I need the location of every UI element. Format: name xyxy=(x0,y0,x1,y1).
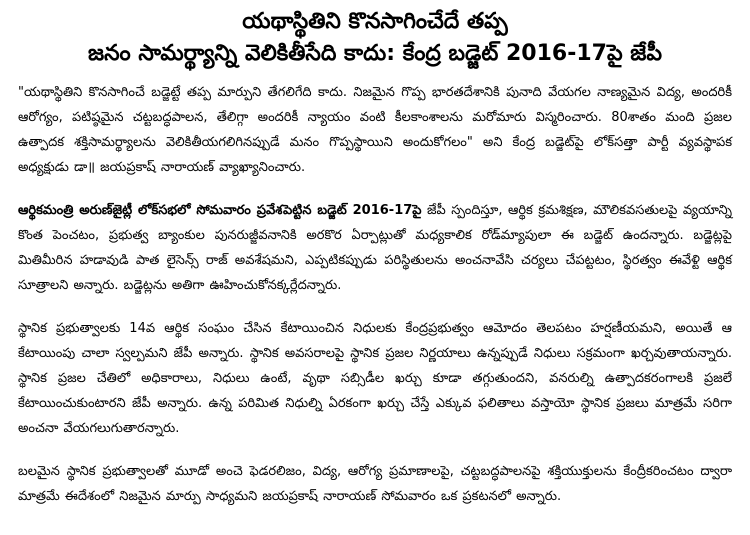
paragraph-3-text: స్థానిక ప్రభుత్వాలకు 14వ ఆర్థిక సంఘం చేసిన కేటాయించిన నిధులకు కేంద్రప్రభుత్వం ఆమోదం తెలపటం హర్షణీయమని, అయితే ఆ కేటాయింపు చాలా స్వల్పమని జేపీ అన్నారు. స్థానిక అవసరాలపై స్థానిక ప్రజల నిర్ణయాలు ఉన్నప్పుడే నిధులు సక్రమంగా ఖర్చవుతాయన్నారు. స్థానిక ప్రజల చేతిలో అధికారాలు, నిధులు ఉంటే, వృథా సబ్సిడీల ఖర్చు కూడా తగ్గుతుందని, వనరుల్ని ఉత్పాదకరంగాలకి ప్రజలే కేటాయించుకుంటారని జేపీ అన్నారు. ఉన్న పరిమిత నిధుల్ని ఏరకంగా ఖర్చు చేస్తే ఎక్కువ ఫలితాలు వస్తాయో స్థానిక ప్రజలు మాత్రమే సరిగా అంచనా వేయగలుగుతారన్నారు. xyxy=(18,321,732,436)
paragraph-2-text: జేపీ స్పందిస్తూ, ఆర్థిక క్రమశిక్షణ, మౌలికవసతులపై వ్యయాన్ని కొంత పెంచటం, ప్రభుత్వ బ్యాంకుల పునరుజ్జీవనానికి అరకొర ఏర్పాట్లుతో మధ్యకాలిక రోడ్‌మ్యాపులా ఈ బడ్జెట్ ఉందన్నారు. బడ్జెట్లపై మితిమీరిన హడావుడి పాత లైసెన్స్ రాజ్ అవశేషమని, ఎప్పటికప్పుడు పరిస్థితులను అంచనావేసి చర్యలు చేపట్టటం, స్థిరత్వం ఈవేళ్టి ఆర్థిక సూత్రాలని అన్నారు. బడ్జెట్లను అతిగా ఊహించుకోనక్కర్లేదన్నారు. xyxy=(18,203,732,293)
paragraph-4-text: బలమైన స్థానిక ప్రభుత్వాలతో మూడో అంచె ఫెడరలిజం, విద్య, ఆరోగ్య ప్రమాణాలపై, చట్టబద్ధపాలనపై శక్తియుక్తులను కేంద్రీకరించటం ద్వారా మాత్రమే ఈదేశంలో నిజమైన మార్పు సాధ్యమని జయప్రకాష్ నారాయణ్ సోమవారం ఒక ప్రకటనలో అన్నారు. xyxy=(18,464,732,504)
paragraph-4 xyxy=(18,459,732,509)
paragraph-1 xyxy=(18,80,732,180)
paragraph-2 xyxy=(18,198,732,298)
paragraph-1-text: "యథాస్థితిని కొనసాగించే బడ్జెట్టే తప్ప మార్పుని తేగలిగేది కాదు. నిజమైన గొప్ప భారతదేశానికి పునాది వేయగల నాణ్యమైన విద్య, అందరికీ ఆరోగ్యం, పటిష్ఠమైన చట్టబద్ధపాలన, తేలిగ్గా అందరికీ న్యాయం వంటి కీలకాంశాలను మరోమారు విస్మరించారు. 80శాతం మంది ప్రజల ఉత్పాదక శక్తిసామర్థ్యాలను వెలికితీయగలిగినప్పుడే మనం గొప్పస్థాయిని అందుకోగలం" అని కేంద్ర బడ్జెట్‌పై లోక్‌సత్తా పార్టీ వ్యవస్థాపక అధ్యక్షుడు డా॥ జయప్రకాష్ నారాయణ్ వ్యాఖ్యానించారు. xyxy=(18,85,732,175)
paragraph-3 xyxy=(18,316,732,441)
headline-line-2: జనం సామర్థ్యాన్ని వెలికితీసేది కాదు: కేంద్ర బడ్జెట్ 2016-17పై జేపీ xyxy=(88,41,662,66)
paragraph-2-lead: ఆర్థికమంత్రి అరుణ్‌జైట్లీ లోక్‌సభలో సోమవారం ప్రవేశపెట్టిన బడ్జెట్ 2016-17పై xyxy=(18,203,422,218)
headline-line-1: యథాస్థితిని కొనసాగించేదే తప్ప xyxy=(242,9,508,34)
